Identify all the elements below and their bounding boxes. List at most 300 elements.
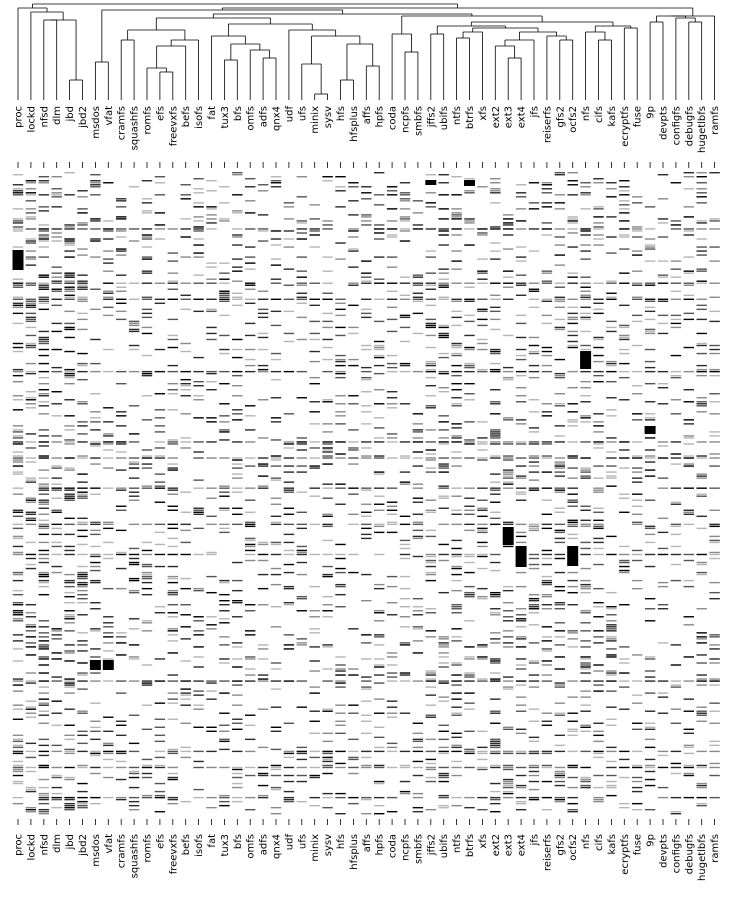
cell-r257-ext3 bbox=[503, 688, 513, 689]
cell-r95-lockd bbox=[26, 363, 36, 364]
cell-r114-nfsd bbox=[39, 401, 49, 402]
cell-r70-adfs bbox=[258, 313, 268, 314]
cell-r157-ext3 bbox=[503, 487, 513, 488]
cell-r270-affs bbox=[361, 715, 371, 716]
cell-r255-configfs bbox=[671, 684, 681, 685]
cell-r131-debugfs bbox=[684, 435, 694, 436]
cell-r11-bfs bbox=[232, 194, 242, 195]
cell-r28-btrfs bbox=[464, 228, 474, 229]
cell-r178-msdos bbox=[90, 530, 100, 531]
cell-r101-cifs bbox=[593, 375, 603, 376]
cell-r77-jffs2 bbox=[426, 327, 436, 328]
cell-r182-freevxfs bbox=[168, 538, 178, 539]
cell-r311-tux3 bbox=[219, 797, 229, 798]
cell-r216-cifs bbox=[593, 606, 603, 607]
cell-r63-jbd bbox=[64, 299, 74, 300]
cell-r175-hpfs bbox=[374, 524, 384, 525]
cell-r206-ext4 bbox=[516, 586, 526, 587]
cell-r308-udf bbox=[284, 791, 294, 792]
cell-r262-hpfs bbox=[374, 698, 384, 699]
cell-r86-ramfs bbox=[709, 345, 719, 346]
cell-r236-ext4 bbox=[516, 646, 526, 647]
cell-r242-dlm bbox=[52, 658, 62, 659]
cell-r133-tux3 bbox=[219, 439, 229, 440]
cell-r130-squashfs bbox=[129, 433, 139, 434]
cell-r83-freevxfs bbox=[168, 339, 178, 340]
cell-r236-isofs bbox=[193, 646, 203, 647]
cell-r242-btrfs bbox=[464, 658, 474, 659]
cell-r142-qnx4 bbox=[271, 457, 281, 458]
cell-r92-hpfs bbox=[374, 357, 384, 358]
cell-r295-efs bbox=[155, 765, 165, 766]
cell-r23-cramfs bbox=[116, 218, 126, 219]
cell-r133-freevxfs bbox=[168, 439, 178, 440]
cell-r296-sysv bbox=[322, 767, 332, 768]
cell-r203-fuse bbox=[632, 580, 642, 581]
cell-r121-dlm bbox=[52, 415, 62, 416]
cell-r289-btrfs bbox=[464, 753, 474, 754]
cell-r206-nfs bbox=[580, 586, 590, 587]
cell-r142-cramfs bbox=[116, 457, 126, 458]
cell-r55-ubifs bbox=[439, 283, 449, 284]
cell-r180-ocfs2 bbox=[568, 534, 578, 535]
cell-r31-minix bbox=[310, 234, 320, 235]
cell-r231-tux3 bbox=[219, 636, 229, 637]
cell-r9-proc bbox=[13, 190, 23, 191]
cell-r142-jbd bbox=[64, 457, 74, 458]
cell-r200-hugetlbfs bbox=[697, 574, 707, 575]
cell-r252-jbd bbox=[64, 678, 74, 679]
cell-r119-minix bbox=[310, 411, 320, 412]
cell-r214-bfs bbox=[232, 602, 242, 603]
cell-r253-ocfs2 bbox=[568, 680, 578, 681]
cell-r197-ntfs bbox=[451, 568, 461, 569]
cell-r177-dlm bbox=[52, 528, 62, 529]
cell-r157-udf bbox=[284, 487, 294, 488]
cell-r159-befs bbox=[181, 491, 191, 492]
cell-r73-freevxfs bbox=[168, 319, 178, 320]
cell-r277-bfs bbox=[232, 729, 242, 730]
cell-r206-gfs2 bbox=[555, 586, 565, 587]
cell-r239-jbd bbox=[64, 652, 74, 653]
cell-r299-gfs2 bbox=[555, 773, 565, 774]
cell-r133-qnx4 bbox=[271, 439, 281, 440]
cell-r137-befs bbox=[181, 447, 191, 448]
cell-r31-nfs bbox=[580, 234, 590, 235]
bottom-label-smbfs: smbfs bbox=[413, 834, 425, 865]
cell-r33-efs bbox=[155, 238, 165, 239]
cell-r75-dlm bbox=[52, 323, 62, 324]
cell-r253-fuse bbox=[632, 680, 642, 681]
cell-r87-sysv bbox=[322, 347, 332, 348]
cell-r94-kafs bbox=[606, 361, 616, 362]
cell-r119-cramfs bbox=[116, 411, 126, 412]
cell-r83-nfsd bbox=[39, 339, 49, 340]
cell-r190-ufs bbox=[297, 554, 307, 555]
cell-r301-ecryptfs bbox=[619, 777, 629, 778]
cell-r37-ocfs2 bbox=[568, 246, 578, 247]
cell-r184-befs bbox=[181, 542, 191, 543]
cell-r132-ext2 bbox=[490, 437, 500, 438]
cell-r296-lockd bbox=[26, 767, 36, 768]
cell-r223-ext3 bbox=[503, 620, 513, 621]
cell-r56-nfsd bbox=[39, 285, 49, 286]
cell-r2-dlm bbox=[52, 176, 62, 177]
cell-r157-ext2 bbox=[490, 487, 500, 488]
cell-r168-proc bbox=[13, 510, 23, 511]
cell-r32-bfs bbox=[232, 236, 242, 237]
cell-r145-configfs bbox=[671, 463, 681, 464]
cell-r181-ramfs bbox=[709, 536, 719, 537]
cell-r214-gfs2 bbox=[555, 602, 565, 603]
cell-r13-affs bbox=[361, 198, 371, 199]
cell-r88-9p bbox=[645, 349, 655, 350]
cell-r144-gfs2 bbox=[555, 461, 565, 462]
cell-r184-ramfs bbox=[709, 542, 719, 543]
cell-r157-efs bbox=[155, 487, 165, 488]
cell-r84-udf bbox=[284, 341, 294, 342]
cell-r275-jbd bbox=[64, 725, 74, 726]
cell-r171-affs bbox=[361, 516, 371, 517]
cell-r21-ntfs bbox=[451, 214, 461, 215]
cell-r58-jfs bbox=[529, 289, 539, 290]
cell-r130-coda bbox=[387, 433, 397, 434]
cell-r134-reiserfs bbox=[542, 441, 552, 442]
cell-r57-btrfs bbox=[464, 287, 474, 288]
cell-r291-affs bbox=[361, 757, 371, 758]
cell-r200-ntfs bbox=[451, 574, 461, 575]
cell-r63-btrfs bbox=[464, 299, 474, 300]
cell-r156-ubifs bbox=[439, 485, 449, 486]
cell-r45-fat bbox=[206, 262, 216, 263]
cell-r282-jbd bbox=[64, 739, 74, 740]
column-dendrogram bbox=[18, 4, 715, 100]
cell-r52-dlm bbox=[52, 276, 62, 277]
cell-r142-dlm bbox=[52, 457, 62, 458]
cell-r42-lockd bbox=[26, 256, 36, 257]
cell-r210-tux3 bbox=[219, 594, 229, 595]
cell-r245-configfs bbox=[671, 664, 681, 665]
cell-r28-smbfs bbox=[413, 228, 423, 229]
cell-r107-nfs bbox=[580, 387, 590, 388]
cell-r62-smbfs bbox=[413, 297, 423, 298]
cell-r228-kafs bbox=[606, 630, 616, 631]
cell-r230-dlm bbox=[52, 634, 62, 635]
cell-r32-devpts bbox=[658, 236, 668, 237]
cell-r217-devpts bbox=[658, 608, 668, 609]
cell-r157-minix bbox=[310, 487, 320, 488]
cell-r235-ncpfs bbox=[400, 644, 410, 645]
cell-r259-cramfs bbox=[116, 692, 126, 693]
cell-r168-hpfs bbox=[374, 510, 384, 511]
cell-r104-fat bbox=[206, 381, 216, 382]
bottom-column-labels bbox=[14, 819, 722, 881]
cell-r177-proc bbox=[13, 528, 23, 529]
cell-r69-isofs bbox=[193, 311, 203, 312]
cell-r120-udf bbox=[284, 413, 294, 414]
cell-r108-ext2 bbox=[490, 389, 500, 390]
cell-r250-hfs bbox=[335, 674, 345, 675]
cell-r99-proc bbox=[13, 371, 23, 372]
cell-r61-jbd bbox=[64, 295, 74, 296]
cell-r220-befs bbox=[181, 614, 191, 615]
cell-r171-proc bbox=[13, 516, 23, 517]
cell-r206-coda bbox=[387, 586, 397, 587]
cell-r236-bfs bbox=[232, 646, 242, 647]
cell-r99-jbd bbox=[64, 371, 74, 372]
cell-r117-coda bbox=[387, 407, 397, 408]
cell-r287-btrfs bbox=[464, 749, 474, 750]
cell-r106-isofs bbox=[193, 385, 203, 386]
cell-r292-xfs bbox=[477, 759, 487, 760]
cell-r215-proc bbox=[13, 604, 23, 605]
cell-r193-ubifs bbox=[439, 560, 449, 561]
cell-r55-romfs bbox=[142, 283, 152, 284]
cell-r86-hpfs bbox=[374, 345, 384, 346]
cell-r166-coda bbox=[387, 506, 397, 507]
cell-r65-proc bbox=[13, 303, 23, 304]
cell-r239-coda bbox=[387, 652, 397, 653]
cell-r55-qnx4 bbox=[271, 283, 281, 284]
cell-r300-ufs bbox=[297, 775, 307, 776]
cell-r296-proc bbox=[13, 767, 23, 768]
cell-r56-smbfs bbox=[413, 285, 423, 286]
cell-r15-ext2 bbox=[490, 202, 500, 203]
cell-r66-hfsplus bbox=[348, 305, 358, 306]
cell-r218-jbd bbox=[64, 610, 74, 611]
cell-r57-nfs bbox=[580, 287, 590, 288]
cell-r234-jfs bbox=[529, 642, 539, 643]
cell-r126-proc bbox=[13, 425, 23, 426]
cell-r65-cifs bbox=[593, 303, 603, 304]
cell-r123-debugfs bbox=[684, 419, 694, 420]
cell-r166-nfs bbox=[580, 506, 590, 507]
cell-r131-proc bbox=[13, 435, 23, 436]
cell-r219-freevxfs bbox=[168, 612, 178, 613]
cell-r41-gfs2 bbox=[555, 254, 565, 255]
cell-r7-affs bbox=[361, 186, 371, 187]
cell-r210-reiserfs bbox=[542, 594, 552, 595]
cell-r238-vfat bbox=[103, 650, 113, 651]
cell-r252-ext2 bbox=[490, 678, 500, 679]
cell-r54-affs bbox=[361, 281, 371, 282]
cell-r201-jbd2 bbox=[77, 576, 87, 577]
cell-r157-hfs bbox=[335, 487, 345, 488]
cell-r138-romfs bbox=[142, 449, 152, 450]
cell-r206-devpts bbox=[658, 586, 668, 587]
cell-r72-nfs bbox=[580, 317, 590, 318]
cell-r288-nfsd bbox=[39, 751, 49, 752]
cell-r190-udf bbox=[284, 554, 294, 555]
cell-r20-ntfs bbox=[451, 212, 461, 213]
cell-r292-sysv bbox=[322, 759, 332, 760]
cell-r316-ecryptfs bbox=[619, 807, 629, 808]
cell-r311-ext3 bbox=[503, 797, 513, 798]
cell-r253-befs bbox=[181, 680, 191, 681]
top-label-hugetlbfs: hugetlbfs bbox=[697, 106, 709, 153]
cell-r316-jbd2 bbox=[77, 807, 87, 808]
cell-r227-dlm bbox=[52, 628, 62, 629]
cell-r11-nfs bbox=[580, 194, 590, 195]
cell-r88-bfs bbox=[232, 349, 242, 350]
cell-r250-jfs bbox=[529, 674, 539, 675]
cell-r88-ext2 bbox=[490, 349, 500, 350]
cell-r182-affs bbox=[361, 538, 371, 539]
cell-r114-ramfs bbox=[709, 401, 719, 402]
cell-r283-efs bbox=[155, 741, 165, 742]
cell-r316-sysv bbox=[322, 807, 332, 808]
cell-r205-reiserfs bbox=[542, 584, 552, 585]
cell-r176-hpfs bbox=[374, 526, 384, 527]
cell-r162-jbd bbox=[64, 498, 74, 499]
cell-r178-gfs2 bbox=[555, 530, 565, 531]
cell-r83-sysv bbox=[322, 339, 332, 340]
cell-r134-proc bbox=[13, 441, 23, 442]
cell-r194-squashfs bbox=[129, 562, 139, 563]
cell-r81-ubifs bbox=[439, 335, 449, 336]
cell-r199-ext4 bbox=[516, 572, 526, 573]
cell-r253-lockd bbox=[26, 680, 36, 681]
cell-r23-udf bbox=[284, 218, 294, 219]
cell-r63-ubifs bbox=[439, 299, 449, 300]
cell-r134-devpts bbox=[658, 441, 668, 442]
cell-r210-proc bbox=[13, 594, 23, 595]
top-label-jfs: jfs bbox=[529, 106, 541, 118]
cell-r91-reiserfs bbox=[542, 355, 552, 356]
cell-r235-ramfs bbox=[709, 644, 719, 645]
cell-r28-ufs bbox=[297, 228, 307, 229]
cell-r179-hpfs bbox=[374, 532, 384, 533]
cell-r289-jbd bbox=[64, 753, 74, 754]
cell-r134-ntfs bbox=[451, 441, 461, 442]
cell-r93-ext4 bbox=[516, 359, 526, 360]
cell-r160-proc bbox=[13, 494, 23, 495]
cell-r22-affs bbox=[361, 216, 371, 217]
cell-r83-cifs bbox=[593, 339, 603, 340]
cell-r143-qnx4 bbox=[271, 459, 281, 460]
cell-r208-gfs2 bbox=[555, 590, 565, 591]
cell-r263-lockd bbox=[26, 700, 36, 701]
cell-r259-btrfs bbox=[464, 692, 474, 693]
cell-r75-devpts bbox=[658, 323, 668, 324]
cell-r150-ext3 bbox=[503, 473, 513, 474]
cell-r63-proc bbox=[13, 299, 23, 300]
cell-r18-ntfs bbox=[451, 208, 461, 209]
cell-r115-devpts bbox=[658, 403, 668, 404]
top-label-ext4: ext4 bbox=[516, 106, 528, 129]
cell-r242-ext2 bbox=[490, 658, 500, 659]
cell-r132-befs bbox=[181, 437, 191, 438]
cell-r297-bfs bbox=[232, 769, 242, 770]
cell-r190-squashfs bbox=[129, 554, 139, 555]
cell-r231-gfs2 bbox=[555, 636, 565, 637]
cell-r231-ext3 bbox=[503, 636, 513, 637]
cell-r257-befs bbox=[181, 688, 191, 689]
cell-r253-efs bbox=[155, 680, 165, 681]
cell-r147-jffs2 bbox=[426, 467, 436, 468]
cell-r236-ocfs2 bbox=[568, 646, 578, 647]
cell-r178-jbd2 bbox=[77, 530, 87, 531]
cell-r123-bfs bbox=[232, 419, 242, 420]
cell-r154-jbd2 bbox=[77, 481, 87, 482]
cell-r53-tux3 bbox=[219, 278, 229, 279]
cell-r78-gfs2 bbox=[555, 329, 565, 330]
cell-r63-hpfs bbox=[374, 299, 384, 300]
cell-r209-btrfs bbox=[464, 592, 474, 593]
cell-r179-coda bbox=[387, 532, 397, 533]
cell-r142-reiserfs bbox=[542, 457, 552, 458]
cell-r142-omfs bbox=[245, 457, 255, 458]
cell-r244-qnx4 bbox=[271, 662, 281, 663]
cell-r102-ecryptfs bbox=[619, 377, 629, 378]
cell-r55-omfs bbox=[245, 283, 255, 284]
cell-r206-udf bbox=[284, 586, 294, 587]
cell-r203-bfs bbox=[232, 580, 242, 581]
cell-r28-cifs bbox=[593, 228, 603, 229]
cell-r305-ext4 bbox=[516, 785, 526, 786]
cell-r316-dlm bbox=[52, 807, 62, 808]
cell-r269-ocfs2 bbox=[568, 713, 578, 714]
cell-r193-jffs2 bbox=[426, 560, 436, 561]
cell-r256-jffs2 bbox=[426, 686, 436, 687]
cell-r206-nfsd bbox=[39, 586, 49, 587]
bottom-label-msdos: msdos bbox=[90, 834, 102, 867]
cell-r161-ntfs bbox=[451, 496, 461, 497]
cell-r104-kafs bbox=[606, 381, 616, 382]
cell-r311-omfs bbox=[245, 797, 255, 798]
cell-r279-debugfs bbox=[684, 733, 694, 734]
cell-r74-ramfs bbox=[709, 321, 719, 322]
cell-r77-lockd bbox=[26, 327, 36, 328]
cell-r63-jbd2 bbox=[77, 299, 87, 300]
cell-r294-hfs bbox=[335, 763, 345, 764]
cell-r81-ext3 bbox=[503, 335, 513, 336]
cell-r256-affs bbox=[361, 686, 371, 687]
cell-r288-ufs bbox=[297, 751, 307, 752]
cell-r5-nfs bbox=[580, 182, 590, 183]
cell-r33-hpfs bbox=[374, 238, 384, 239]
cell-r163-lockd bbox=[26, 500, 36, 501]
cell-r142-squashfs bbox=[129, 457, 139, 458]
cell-r114-jbd2 bbox=[77, 401, 87, 402]
cell-r168-jffs2 bbox=[426, 510, 436, 511]
cell-r282-omfs bbox=[245, 739, 255, 740]
cell-r110-btrfs bbox=[464, 393, 474, 394]
cell-r306-ocfs2 bbox=[568, 787, 578, 788]
cell-r150-efs bbox=[155, 473, 165, 474]
cell-r163-omfs bbox=[245, 500, 255, 501]
cell-r29-isofs bbox=[193, 230, 203, 231]
cell-r169-dlm bbox=[52, 512, 62, 513]
cell-block-2 bbox=[503, 527, 514, 545]
cell-r25-proc bbox=[13, 222, 23, 223]
cell-r36-nfs bbox=[580, 244, 590, 245]
cell-r314-hfsplus bbox=[348, 803, 358, 804]
cell-r308-jbd2 bbox=[77, 791, 87, 792]
cell-r52-ufs bbox=[297, 276, 307, 277]
cell-r253-tux3 bbox=[219, 680, 229, 681]
cell-r78-squashfs bbox=[129, 329, 139, 330]
cell-r56-proc bbox=[13, 285, 23, 286]
cell-r236-btrfs bbox=[464, 646, 474, 647]
cell-r279-ntfs bbox=[451, 733, 461, 734]
cell-r288-fuse bbox=[632, 751, 642, 752]
cell-r242-omfs bbox=[245, 658, 255, 659]
bottom-label-minix: minix bbox=[310, 834, 322, 862]
cell-r177-vfat bbox=[103, 528, 113, 529]
cell-r266-qnx4 bbox=[271, 706, 281, 707]
cell-r168-nfs bbox=[580, 510, 590, 511]
